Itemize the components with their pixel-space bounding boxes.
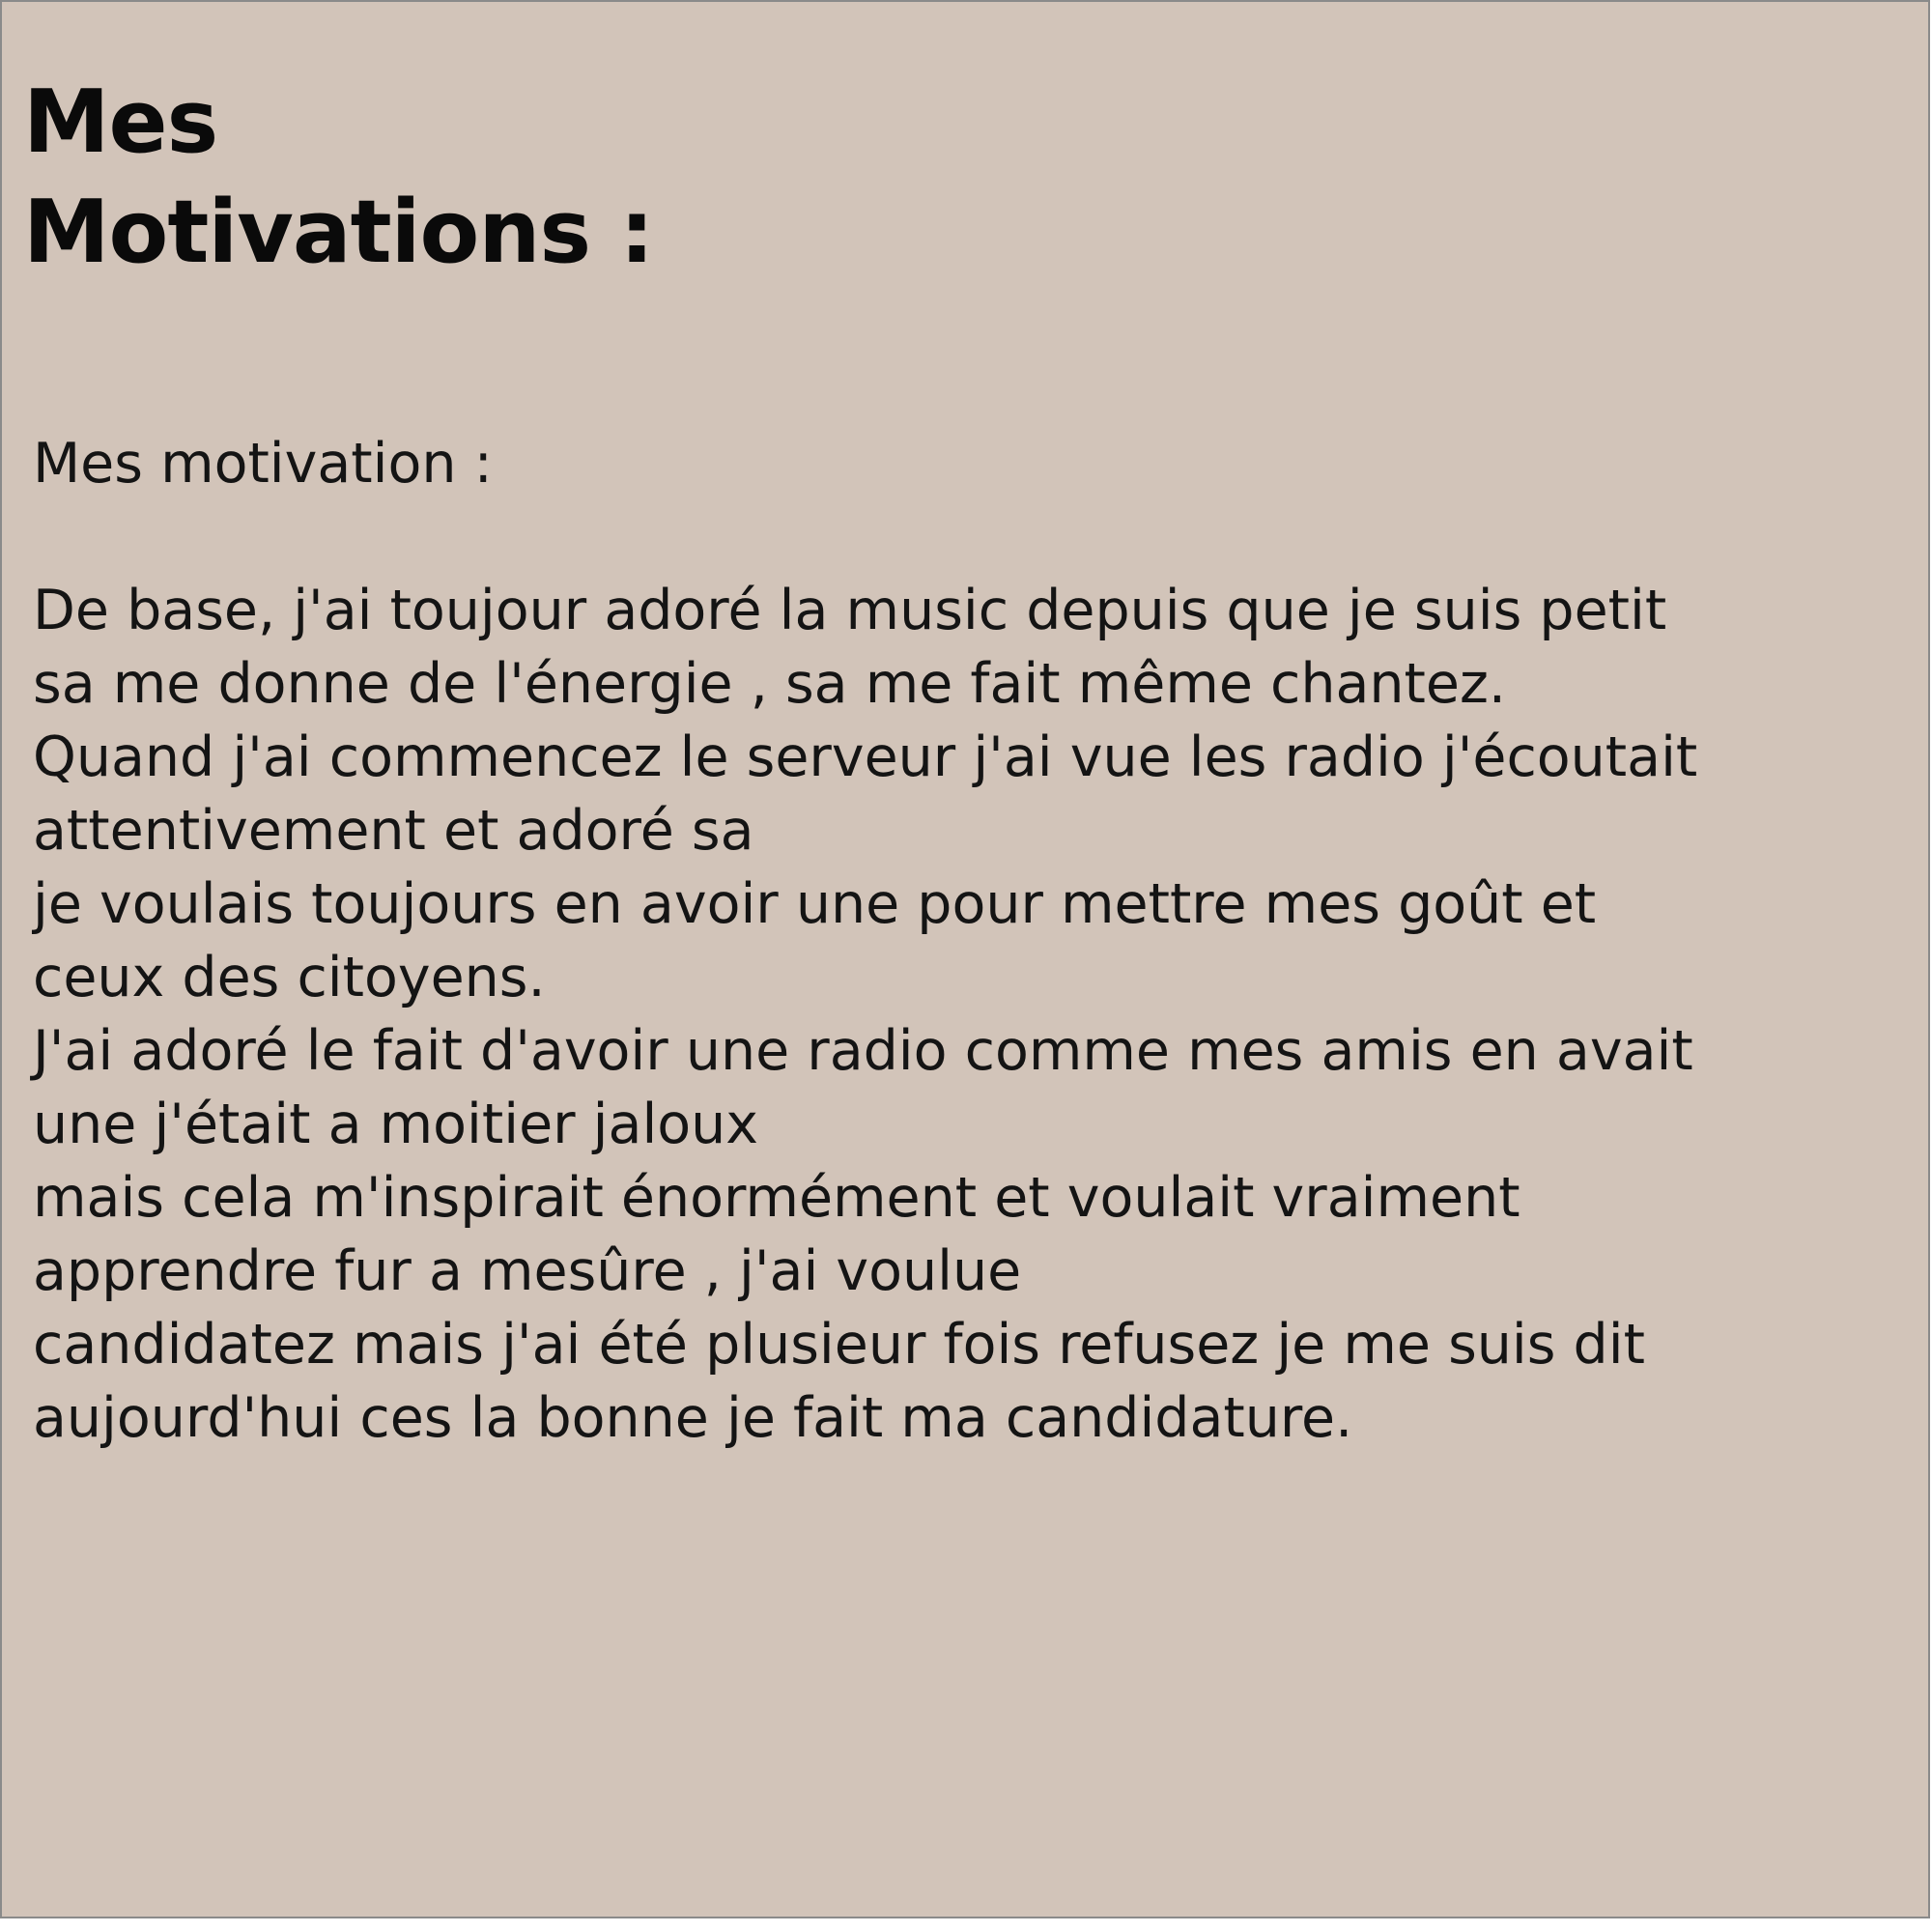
paragraph-line: attentivement et adoré sa <box>33 799 754 863</box>
paragraph-line: une j'était a moitier jaloux <box>33 1093 759 1156</box>
paragraph-line: candidatez mais j'ai été plusieur fois refusez je me suis dit <box>33 1313 1645 1377</box>
paragraph-line: sa me donne de l'énergie , sa me fait même chantez. <box>33 652 1507 716</box>
paragraph-line: De base, j'ai toujour adoré la music depuis que je suis petit <box>33 579 1667 642</box>
paragraph-line: J'ai adoré le fait d'avoir une radio comme mes amis en avait <box>33 1019 1693 1083</box>
paragraph-line: apprendre fur a mesûre , j'ai voulue <box>33 1239 1022 1303</box>
paragraph-line: mais cela m'inspirait énormément et voulait vraiment <box>33 1166 1520 1230</box>
page-title-line-2: Motivations : <box>23 182 654 283</box>
paragraph-line: Quand j'ai commencez le serveur j'ai vue les radio j'écoutait <box>33 725 1698 789</box>
page-title-line-1: Mes <box>23 71 218 173</box>
blank-line <box>33 500 1868 574</box>
paragraph-line: ceux des citoyens. <box>33 946 546 1009</box>
paragraph-line: aujourd'hui ces la bonne je fait ma candidature. <box>33 1386 1353 1450</box>
document-body <box>33 427 1868 1455</box>
page-title <box>23 68 653 288</box>
subheading: Mes motivation : <box>33 432 493 496</box>
paragraph-line: je voulais toujours en avoir une pour mettre mes goût et <box>33 872 1597 936</box>
